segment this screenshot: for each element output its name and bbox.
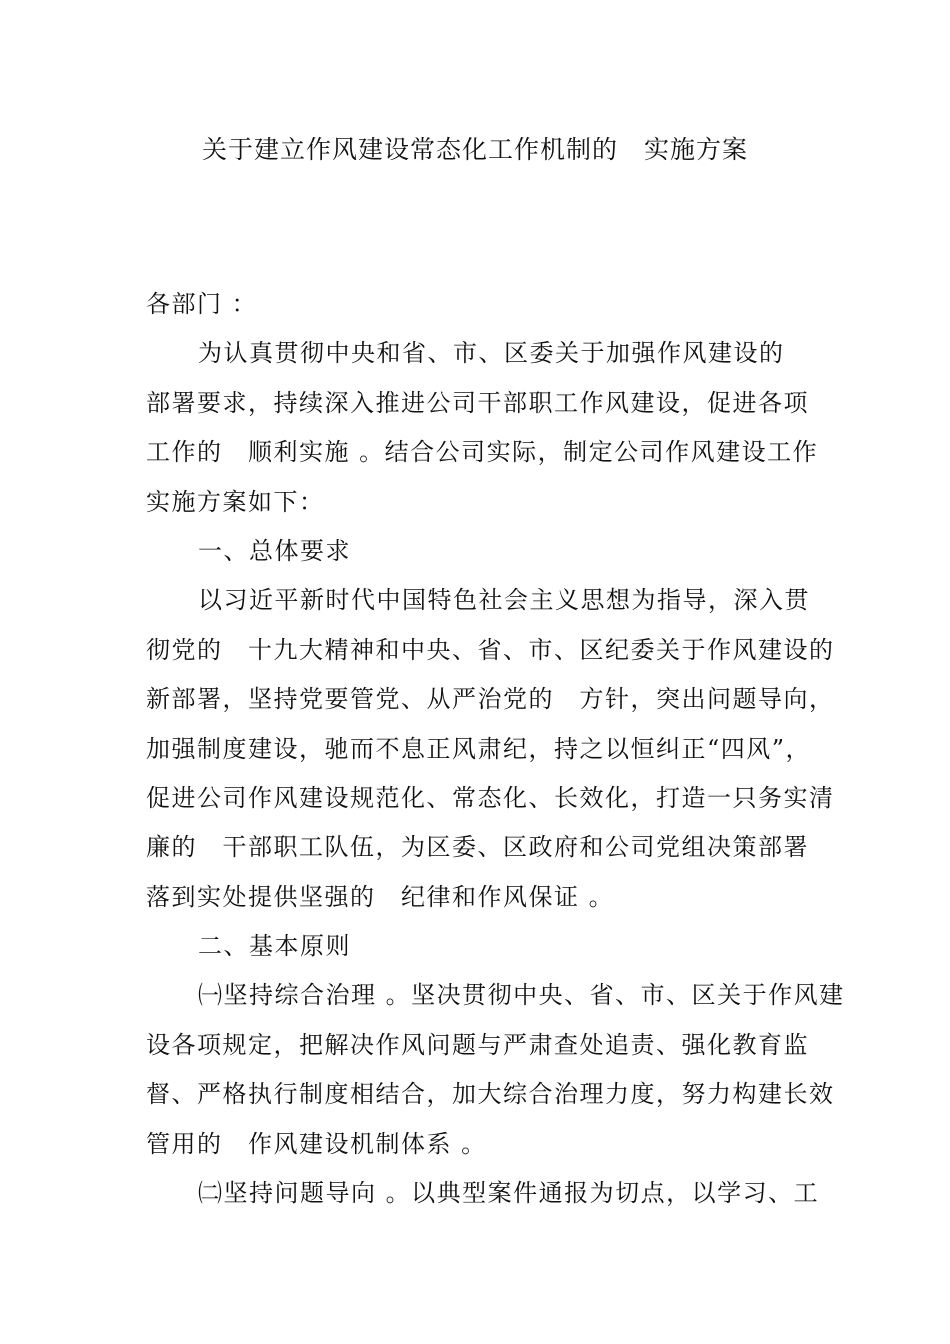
body-line: 廉的 干部职工队伍，为区委、区政府和公司党组决策部署 (146, 833, 809, 862)
body-line: 新部署，坚持党要管党、从严治党的 方针，突出问题导向， (146, 685, 835, 714)
document-title: 关于建立作风建设常态化工作机制的 实施方案 (201, 135, 748, 164)
salutation: 各部门 ： (146, 290, 258, 318)
body-line: 管用的 作风建设机制体系 。 (146, 1129, 487, 1158)
body-line: 实施方案如下： (146, 487, 325, 516)
body-line: 设各项规定，把解决作风问题与严肃查处追责、强化教育监 (146, 1030, 809, 1059)
body-line: 促进公司作风建设规范化、常态化、长效化，打造一只务实清 (146, 783, 835, 812)
section-heading-2: 二、基本原则 (198, 932, 351, 961)
body-line: ㈡坚持问题导向 。以典型案件通报为切点，以学习、工 (198, 1179, 820, 1208)
body-line: 部署要求，持续深入推进公司干部职工作风建设，促进各项 (146, 388, 809, 417)
body-line: 加强制度建设，驰而不息正风肃纪，持之以恒纠正“四风”， (146, 734, 812, 763)
body-line: 落到实处提供坚强的 纪律和作风保证 。 (146, 882, 615, 911)
body-line: 工作的 顺利实施 。结合公司实际，制定公司作风建设工作 (146, 438, 819, 467)
body-line: 彻党的 十九大精神和中央、省、市、区纪委关于作风建设的 (146, 635, 835, 664)
section-heading-1: 一、总体要求 (198, 536, 351, 565)
document-body (146, 280, 845, 1218)
body-line: 以习近平新时代中国特色社会主义思想为指导，深入贯 (198, 586, 810, 615)
body-line: 为认真贯彻中央和省、市、区委关于加强作风建设的 (198, 339, 785, 368)
body-line: ㈠坚持综合治理 。坚决贯彻中央、省、市、区关于作风建 (198, 981, 845, 1010)
body-line: 督、严格执行制度相结合，加大综合治理力度，努力构建长效 (146, 1080, 835, 1109)
